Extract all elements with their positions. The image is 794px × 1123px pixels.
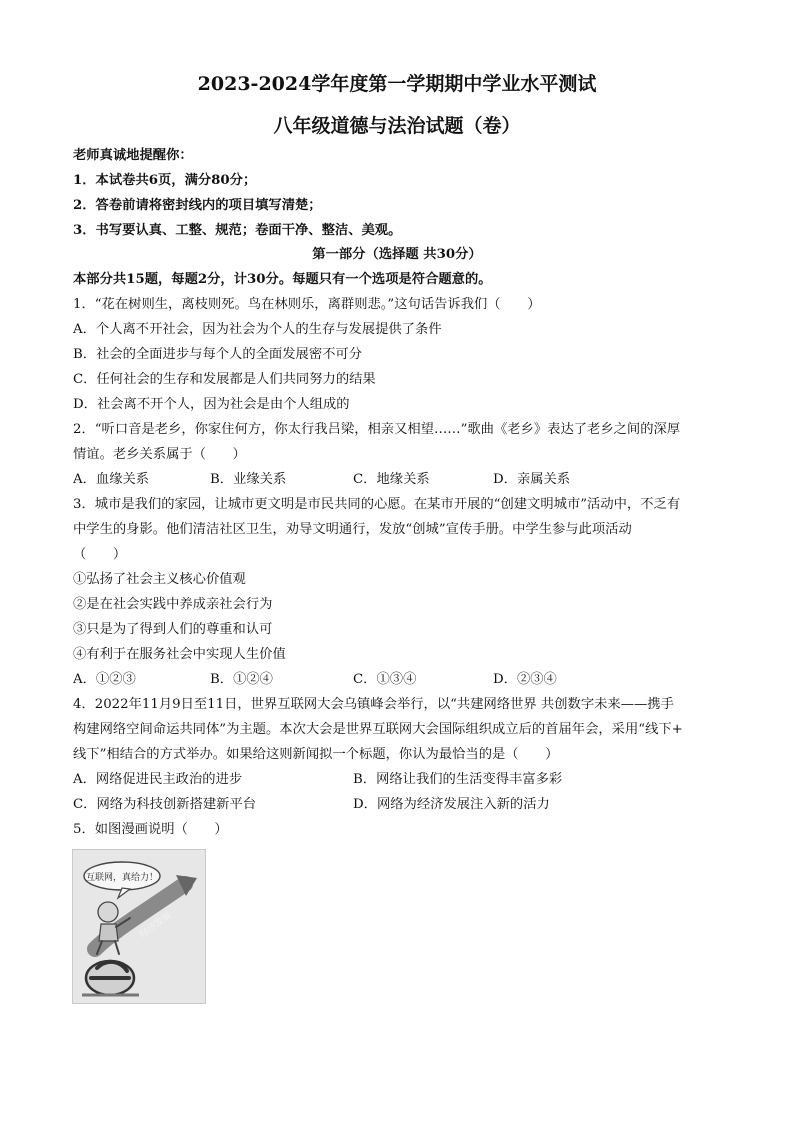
question-4-option-d: D．网络为经济发展注入新的活力 bbox=[353, 797, 550, 812]
question-2-stem: 2．“听口音是老乡，你家住何方，你太行我吕梁，相亲又相望……”歌曲《老乡》表达了老乡之间的深厚 bbox=[73, 422, 681, 437]
notice-item: 2．答卷前请将密封线内的项目填写清楚； bbox=[73, 198, 322, 213]
question-1-option-a: A．个人离不开社会，因为社会为个人的生存与发展提供了条件 bbox=[73, 322, 442, 337]
exam-subtitle: 八年级道德与法治试题（卷） bbox=[273, 115, 521, 137]
question-3-option-b: B．①②④ bbox=[210, 672, 273, 687]
question-3-option-d: D．②③④ bbox=[493, 672, 557, 687]
question-2-stem: 情谊。老乡关系属于（ ） bbox=[73, 447, 246, 462]
notice-heading: 老师真诚地提醒你： bbox=[73, 148, 193, 163]
question-4-stem: 线下”相结合的方式举办。如果给这则新闻拟一个标题，你认为最恰当的是（ ） bbox=[73, 747, 559, 762]
question-3-stem: 中学生的身影。他们清洁社区卫生，劝导文明通行，发放“创城”宣传手册。中学生参与此项活动 bbox=[73, 522, 632, 537]
question-3-statement: ①弘扬了社会主义核心价值观 bbox=[73, 572, 246, 587]
section-title: 第一部分（选择题 共30分） bbox=[312, 247, 482, 262]
question-4-option-b: B．网络让我们的生活变得丰富多彩 bbox=[353, 772, 563, 787]
question-3-statement: ②是在社会实践中养成亲社会行为 bbox=[73, 597, 273, 612]
question-4-stem: 构建网络空间命运共同体”为主题。本次大会是世界互联网大会国际组织成立后的首届年会，采用“线下+ bbox=[73, 722, 683, 737]
question-2-option-b: B．业缘关系 bbox=[210, 472, 287, 487]
question-5-stem: 5．如图漫画说明（ ） bbox=[73, 822, 228, 837]
notice-item: 1．本试卷共6页，满分80分； bbox=[73, 173, 257, 188]
bubble-text: 互联网，真给力！ bbox=[85, 873, 159, 883]
exam-title: 2023-2024学年度第一学期期中学业水平测试 bbox=[197, 73, 597, 95]
section-instruction: 本部分共15题，每题2分，计30分。每题只有一个选项是符合题意的。 bbox=[73, 272, 492, 287]
question-3-stem: （ ） bbox=[73, 547, 127, 562]
comic-image bbox=[72, 849, 206, 1004]
question-2-option-c: C．地缘关系 bbox=[353, 472, 430, 487]
question-2-option-a: A．血缘关系 bbox=[73, 472, 150, 487]
character-head bbox=[98, 902, 118, 922]
question-3-option-a: A．①②③ bbox=[73, 672, 136, 687]
question-4-option-a: A．网络促进民主政治的进步 bbox=[73, 772, 243, 787]
comic-drawing bbox=[73, 850, 205, 1003]
question-1-option-b: B．社会的全面进步与每个人的全面发展密不可分 bbox=[73, 347, 363, 362]
question-3-option-c: C．①③④ bbox=[353, 672, 417, 687]
question-3-statement: ④有利于在服务社会中实现人生价值 bbox=[73, 647, 286, 662]
question-1-option-d: D．社会离不开个人，因为社会是由个人组成的 bbox=[73, 397, 350, 412]
question-4-stem: 4．2022年11月9日至11日，世界互联网大会乌镇峰会举行，以“共建网络世界 共创数字未来——携手 bbox=[73, 697, 674, 712]
question-4-option-c: C．网络为科技创新搭建新平台 bbox=[73, 797, 257, 812]
question-1-option-c: C．任何社会的生存和发展都是人们共同努力的结果 bbox=[73, 372, 376, 387]
arrow-text: 经济发展 bbox=[138, 910, 174, 941]
notice-item: 3．书写要认真、工整、规范；卷面干净、整洁、美观。 bbox=[73, 223, 402, 238]
question-2-option-d: D．亲属关系 bbox=[493, 472, 571, 487]
question-3-statement: ③只是为了得到人们的尊重和认可 bbox=[73, 622, 273, 637]
question-1-stem: 1．“花在树则生，离枝则死。鸟在林则乐，离群则悲。”这句话告诉我们（ ） bbox=[73, 297, 541, 312]
question-3-stem: 3．城市是我们的家园，让城市更文明是市民共同的心愿。在某市开展的“创建文明城市”活动中，不乏有 bbox=[73, 497, 681, 512]
